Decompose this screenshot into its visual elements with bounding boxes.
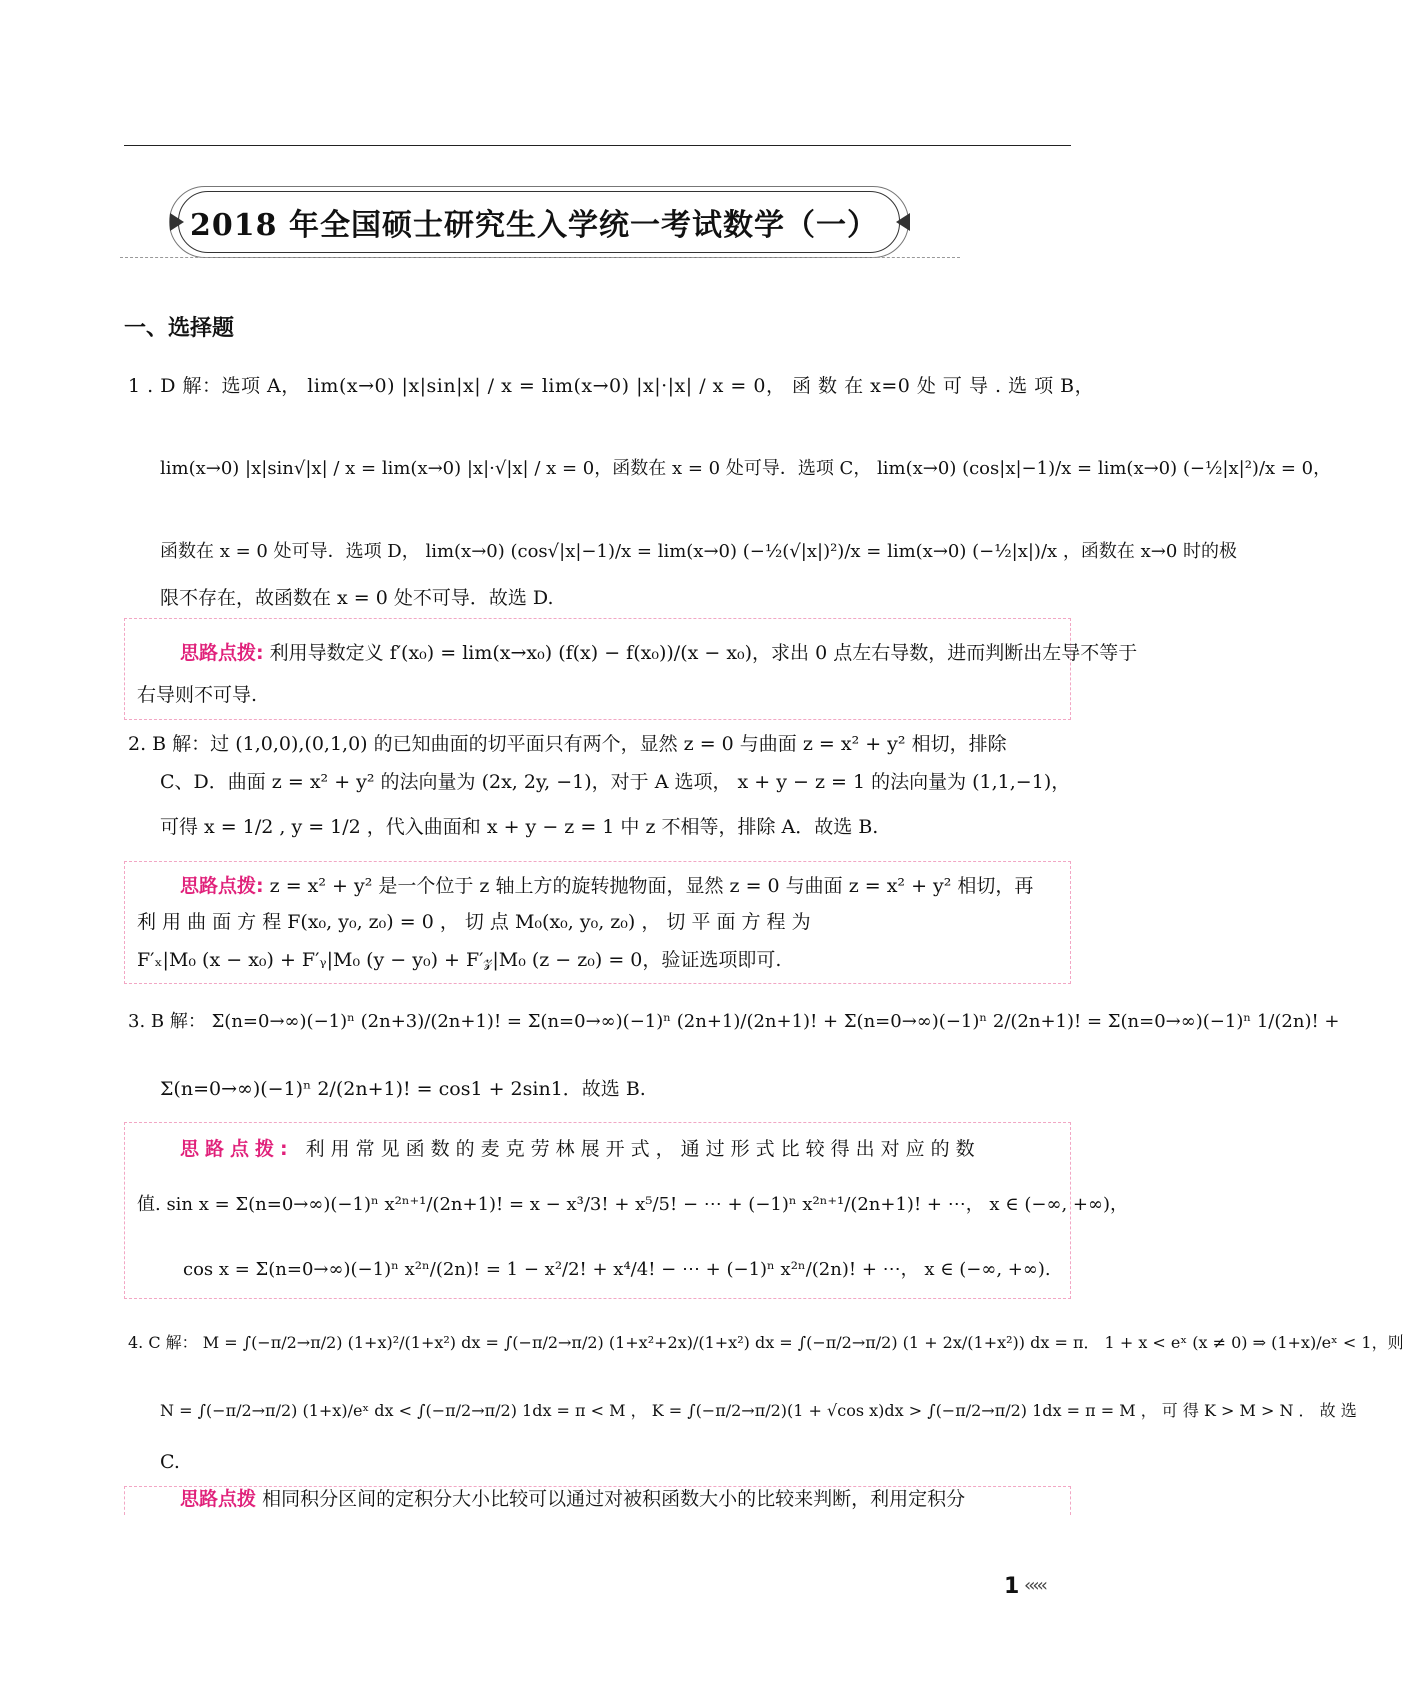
left-triangle-icon: [170, 213, 184, 231]
hint-label-1: 思路点拨:: [180, 642, 264, 664]
hint2-text-3: F′ₓ|M₀ (x − x₀) + F′ᵧ|M₀ (y − y₀) + F′𝓏|M₀ (z − z₀) = 0，验证选项即可.: [137, 949, 782, 971]
hint1-text-2: 右导则不可导.: [137, 684, 258, 706]
title-banner: [120, 191, 960, 257]
right-triangle-icon: [896, 213, 910, 231]
hint-label-2: 思路点拨:: [180, 875, 264, 897]
top-rule: [124, 145, 1071, 146]
section-heading: 一、选择题: [124, 316, 235, 341]
q1-line-1: 1 . D 解：选项 A， lim(x→0) |x|sin|x| / x = lim(x→0) |x|·|x| / x = 0， 函 数 在 x=0 处 可 导 . 选 项 B，: [128, 375, 1095, 397]
q1-line-2: lim(x→0) |x|sin√|x| / x = lim(x→0) |x|·√|x| / x = 0，函数在 x = 0 处可导．选项 C， lim(x→0) (cos|x|−1)/x = lim(x→0) (−½|x|²)/x = 0，: [160, 458, 1332, 479]
q2-line-2: C、D．曲面 z = x² + y² 的法向量为 (2x, 2y, −1)，对于 A 选项， x + y − z = 1 的法向量为 (1,1,−1)，: [160, 771, 1071, 793]
q1-line-3: 函数在 x = 0 处可导．选项 D， lim(x→0) (cos√|x|−1)/x = lim(x→0) (−½(√|x|)²)/x = lim(x→0) (−½|x|)/x ，函数在 x→0 时的极: [160, 541, 1238, 562]
title-dashed-divider: [120, 257, 960, 258]
q3-line-1: 3. B 解： Σ(n=0→∞)(−1)ⁿ (2n+3)/(2n+1)! = Σ(n=0→∞)(−1)ⁿ (2n+1)/(2n+1)! + Σ(n=0→∞)(−1)ⁿ 2/(2n+1)! = Σ(n=0→∞)(−1)ⁿ 1/(2n)! +: [128, 1011, 1340, 1032]
hint-box-3: [124, 1122, 1128, 1299]
hint3-text-3: cos x = Σ(n=0→∞)(−1)ⁿ x²ⁿ/(2n)! = 1 − x²/2! + x⁴/4! − ⋯ + (−1)ⁿ x²ⁿ/(2n)! + ⋯， x ∈ (−∞, +∞).: [183, 1259, 1051, 1280]
hint-box-4: [124, 1486, 1071, 1515]
hint1-text-1: 利用导数定义 f′(x₀) = lim(x→x₀) (f(x) − f(x₀))/(x − x₀)，求出 0 点左右导数，进而判断出左导不等于: [269, 642, 1138, 664]
q3-line-2: Σ(n=0→∞)(−1)ⁿ 2/(2n+1)! = cos1 + 2sin1．故选 B.: [160, 1078, 646, 1100]
q4-line-3: C.: [160, 1451, 180, 1473]
q4-line-2: N = ∫(−π/2→π/2) (1+x)/eˣ dx < ∫(−π/2→π/2) 1dx = π < M ， K = ∫(−π/2→π/2)(1 + √cos x)dx > ∫(−π/2→π/2) 1dx = π = M ， 可 得 K > M > N ． 故 选: [160, 1401, 1357, 1420]
page-title: 2018 年全国硕士研究生入学统一考试数学（一）: [190, 208, 878, 243]
hint-box-1: [124, 618, 1138, 720]
hint2-text-1: z = x² + y² 是一个位于 z 轴上方的旋转抛物面，显然 z = 0 与曲面 z = x² + y² 相切，再: [269, 875, 1034, 897]
hint-label-4: 思路点拨: [180, 1488, 257, 1510]
hint4-text-1: 相同积分区间的定积分大小比较可以通过对被积函数大小的比较来判断，利用定积分: [262, 1488, 966, 1510]
hint3-text-2: 值. sin x = Σ(n=0→∞)(−1)ⁿ x²ⁿ⁺¹/(2n+1)! = x − x³/3! + x⁵/5! − ⋯ + (−1)ⁿ x²ⁿ⁺¹/(2n+1)! + ⋯， x ∈ (−∞, +∞)，: [137, 1194, 1128, 1215]
page-marker-chevrons-icon: ‹‹‹‹‹: [1024, 1575, 1045, 1596]
page-number: 1: [1004, 1574, 1020, 1599]
q1-line-4: 限不存在，故函数在 x = 0 处不可导．故选 D.: [160, 587, 554, 609]
hint2-text-2: 利 用 曲 面 方 程 F(x₀, y₀, z₀) = 0 ， 切 点 M₀(x₀, y₀, z₀) ， 切 平 面 方 程 为: [137, 911, 811, 933]
q2-line-1: 2. B 解：过 (1,0,0),(0,1,0) 的已知曲面的切平面只有两个，显然 z = 0 与曲面 z = x² + y² 相切，排除: [128, 733, 1007, 755]
hint-label-3: 思路点拨:: [180, 1138, 294, 1160]
hint3-text-1: 利用常见函数的麦克劳林展开式，通过形式比较得出对应的数: [305, 1138, 981, 1160]
q2-line-3: 可得 x = 1/2 , y = 1/2 ，代入曲面和 x + y − z = 1 中 z 不相等，排除 A．故选 B.: [160, 816, 879, 838]
q4-line-1: 4. C 解： M = ∫(−π/2→π/2) (1+x)²/(1+x²) dx = ∫(−π/2→π/2) (1+x²+2x)/(1+x²) dx = ∫(−π/2→π/2) (1 + 2x/(1+x²)) dx = π． 1 + x < eˣ (x ≠ 0) ⇒ (1+x)/eˣ < 1，则: [128, 1333, 1404, 1352]
hint-box-2: [124, 861, 1071, 984]
